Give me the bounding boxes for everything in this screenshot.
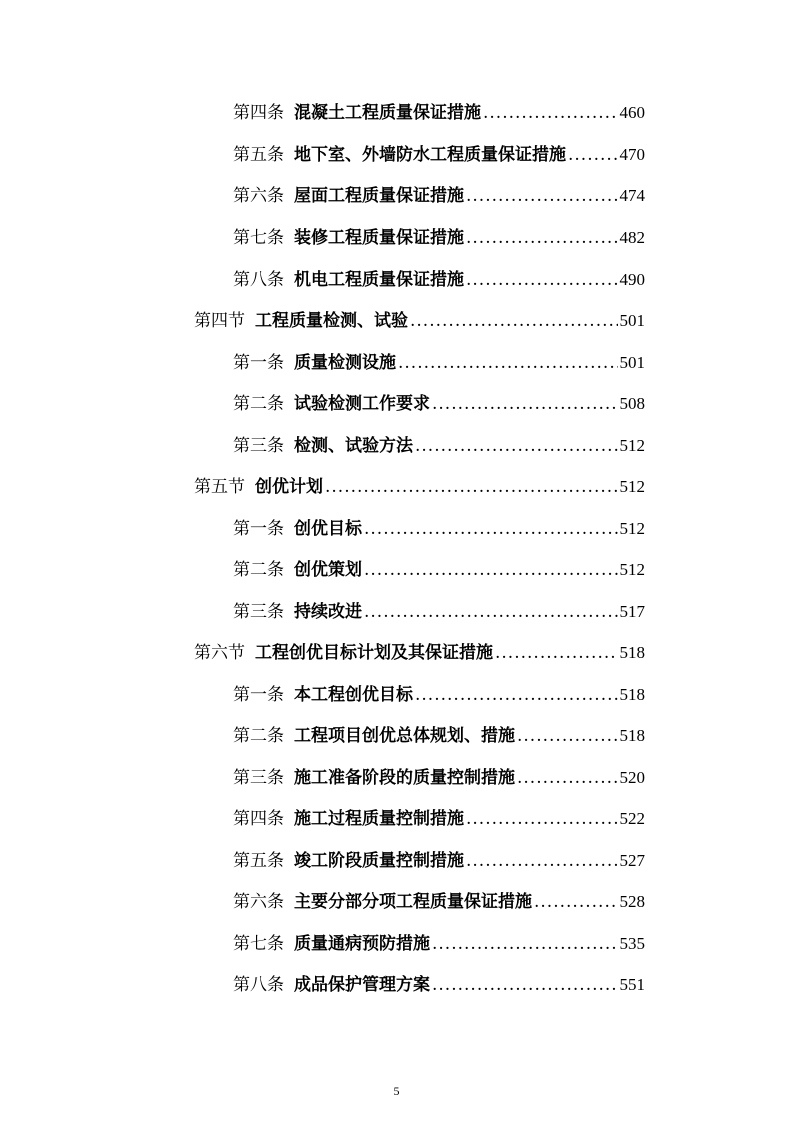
toc-leader-dots — [398, 352, 618, 374]
toc-leader-dots — [364, 601, 618, 623]
toc-entry-title: 质量检测设施 — [294, 353, 396, 373]
toc-entry-title: 施工准备阶段的质量控制措施 — [294, 768, 515, 788]
toc-entry-number: 第六条 — [233, 186, 284, 206]
toc-leader-dots — [410, 310, 618, 332]
toc-entry-number: 第一条 — [233, 685, 284, 705]
toc-entry-number: 第一条 — [233, 519, 284, 539]
toc-entry-title: 工程项目创优总体规划、措施 — [294, 726, 515, 746]
toc-leader-dots — [432, 933, 618, 955]
toc-entry-title: 工程质量检测、试验 — [255, 311, 408, 331]
toc-entry-number: 第八条 — [233, 270, 284, 290]
toc-entry-page: 512 — [619, 519, 645, 538]
toc-entry[interactable] — [233, 759, 645, 789]
toc-entry[interactable] — [233, 344, 645, 374]
toc-entry-page: 518 — [619, 685, 645, 704]
toc-leader-dots — [466, 185, 618, 207]
toc-entry-title: 装修工程质量保证措施 — [294, 228, 464, 248]
toc-entry-page: 512 — [619, 560, 645, 579]
toc-entry-title: 机电工程质量保证措施 — [294, 270, 464, 290]
toc-leader-dots — [364, 518, 618, 540]
toc-entry-number: 第一条 — [233, 353, 284, 373]
toc-entry-number: 第七条 — [233, 934, 284, 954]
toc-entry[interactable] — [233, 510, 645, 540]
toc-entry-title: 屋面工程质量保证措施 — [294, 186, 464, 206]
toc-entry[interactable] — [233, 136, 645, 166]
toc-entry-title: 施工过程质量控制措施 — [294, 809, 464, 829]
toc-leader-dots — [483, 102, 618, 124]
toc-entry-title: 竣工阶段质量控制措施 — [294, 851, 464, 871]
toc-entry-title: 工程创优目标计划及其保证措施 — [255, 643, 493, 663]
toc-entry-number: 第二条 — [233, 560, 284, 580]
toc-entry[interactable] — [233, 842, 645, 872]
toc-entry-page: 520 — [619, 768, 645, 787]
toc-leader-dots — [415, 435, 618, 457]
toc-entry-page: 470 — [619, 145, 645, 164]
toc-entry-page: 535 — [619, 934, 645, 953]
toc-entry-title: 本工程创优目标 — [294, 685, 413, 705]
toc-entry-page: 518 — [619, 726, 645, 745]
toc-entry[interactable] — [233, 94, 645, 124]
toc-leader-dots — [325, 476, 618, 498]
toc-entry-page: 512 — [619, 477, 645, 496]
toc-section-entry[interactable] — [194, 468, 645, 498]
toc-leader-dots — [466, 850, 618, 872]
toc-leader-dots — [432, 974, 618, 996]
toc-entry-number: 第五条 — [233, 851, 284, 871]
toc-section-entry[interactable] — [194, 634, 645, 664]
toc-entry-number: 第六节 — [194, 643, 245, 663]
toc-leader-dots — [466, 269, 618, 291]
toc-entry-page: 508 — [619, 394, 645, 413]
toc-entry[interactable] — [233, 385, 645, 415]
toc-entry[interactable] — [233, 551, 645, 581]
toc-entry[interactable] — [233, 925, 645, 955]
toc-leader-dots — [466, 808, 618, 830]
toc-entry-title: 检测、试验方法 — [294, 436, 413, 456]
toc-leader-dots — [466, 227, 618, 249]
toc-entry-page: 482 — [619, 228, 645, 247]
toc-entry-number: 第二条 — [233, 726, 284, 746]
toc-leader-dots — [432, 393, 618, 415]
toc-entry[interactable] — [233, 261, 645, 291]
toc-entry-page: 518 — [619, 643, 645, 662]
toc-entry-number: 第八条 — [233, 975, 284, 995]
toc-entry-page: 490 — [619, 270, 645, 289]
toc-entry-number: 第四条 — [233, 809, 284, 829]
toc-entry-title: 主要分部分项工程质量保证措施 — [294, 892, 532, 912]
toc-entry-number: 第六条 — [233, 892, 284, 912]
toc-entry[interactable] — [233, 800, 645, 830]
toc-entry-number: 第三条 — [233, 602, 284, 622]
toc-entry[interactable] — [233, 717, 645, 747]
toc-leader-dots — [415, 684, 618, 706]
toc-entry-title: 混凝土工程质量保证措施 — [294, 103, 481, 123]
toc-leader-dots — [534, 891, 618, 913]
toc-entry[interactable] — [233, 676, 645, 706]
toc-entry-page: 522 — [619, 809, 645, 828]
toc-entry-number: 第五条 — [233, 145, 284, 165]
toc-entry-page: 517 — [619, 602, 645, 621]
toc-entry-number: 第三条 — [233, 436, 284, 456]
toc-leader-dots — [568, 144, 618, 166]
toc-entry-title: 质量通病预防措施 — [294, 934, 430, 954]
toc-entry-number: 第三条 — [233, 768, 284, 788]
toc-entry[interactable] — [233, 883, 645, 913]
toc-entry-page: 501 — [619, 311, 645, 330]
toc-entry-page: 512 — [619, 436, 645, 455]
toc-entry-page: 527 — [619, 851, 645, 870]
toc-entry-number: 第五节 — [194, 477, 245, 497]
toc-entry-number: 第四节 — [194, 311, 245, 331]
toc-entry[interactable] — [233, 177, 645, 207]
toc-entry-page: 501 — [619, 353, 645, 372]
toc-entry-title: 成品保护管理方案 — [294, 975, 430, 995]
page-number: 5 — [393, 1084, 400, 1098]
toc-entry-title: 试验检测工作要求 — [294, 394, 430, 414]
toc-entry-title: 持续改进 — [294, 602, 362, 622]
toc-entry-title: 创优策划 — [294, 560, 362, 580]
toc-entry-title: 地下室、外墙防水工程质量保证措施 — [294, 145, 566, 165]
toc-leader-dots — [517, 767, 618, 789]
toc-entry-page: 528 — [619, 892, 645, 911]
toc-entry-number: 第二条 — [233, 394, 284, 414]
toc-entry[interactable] — [233, 966, 645, 996]
toc-entry-number: 第四条 — [233, 103, 284, 123]
toc-entry-page: 551 — [619, 975, 645, 994]
toc-entry-page: 474 — [619, 186, 645, 205]
toc-entry[interactable] — [233, 593, 645, 623]
toc-entry-title: 创优计划 — [255, 477, 323, 497]
toc-entry-page: 460 — [619, 103, 645, 122]
toc-entry-number: 第七条 — [233, 228, 284, 248]
toc-entry[interactable] — [233, 427, 645, 457]
toc-entry[interactable] — [233, 219, 645, 249]
toc-leader-dots — [495, 642, 618, 664]
toc-leader-dots — [517, 725, 618, 747]
toc-leader-dots — [364, 559, 618, 581]
toc-section-entry[interactable] — [194, 302, 645, 332]
toc-entry-title: 创优目标 — [294, 519, 362, 539]
